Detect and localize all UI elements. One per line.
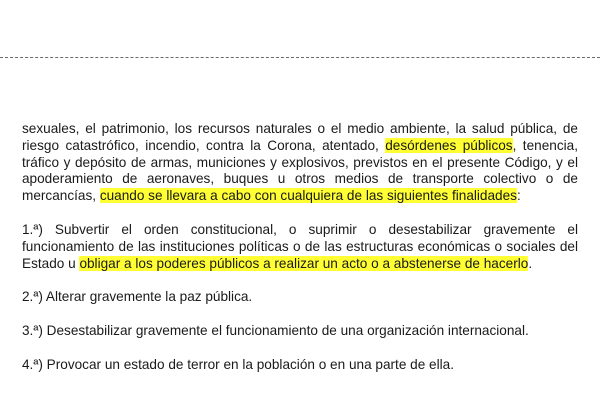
text-run: sexuales, el patrimonio, los recursos naturales o el medio ambiente, la salud pública, de riesgo catastrófico, incendio, contra la Corona, atentado,	[22, 121, 578, 153]
text-run: 4.ª) Provocar un estado de terror en la población o en una parte de ella.	[22, 356, 454, 372]
paragraph-purpose-1	[22, 222, 578, 272]
text-run: , tenencia, tráfico y depósito de armas, municiones y explosivos, previstos en el presente Código, y el apoderamiento de aeronaves, buques u otros medios de transporte colectivo o de mercancías,	[22, 137, 578, 204]
highlighted-text: cuando se llevara a cabo con cualquiera de las siguientes finalidades	[99, 188, 517, 204]
text-run: :	[516, 188, 521, 204]
page-separator-dashed-line	[0, 57, 600, 58]
text-run: 3.ª) Desestabilizar gravemente el funcionamiento de una organización internacional.	[22, 323, 529, 339]
highlighted-text: desórdenes públicos	[385, 137, 513, 153]
paragraph-intro	[22, 121, 578, 205]
highlighted-text: obligar a los poderes públicos a realizar un acto o a abstenerse de hacerlo	[79, 255, 529, 271]
paragraph-purpose-3	[22, 323, 578, 340]
document-body	[22, 121, 578, 374]
text-run: 1.ª) Subvertir el orden constitucional, o suprimir o desestabilizar gravemente el funcionamiento de las instituciones políticas o de las estructuras económicas o sociales del Estado u	[22, 221, 578, 271]
paragraph-purpose-4	[22, 357, 578, 374]
text-run: 2.ª) Alterar gravemente la paz pública.	[22, 289, 253, 305]
paragraph-purpose-2	[22, 289, 578, 306]
text-run: .	[528, 255, 533, 271]
